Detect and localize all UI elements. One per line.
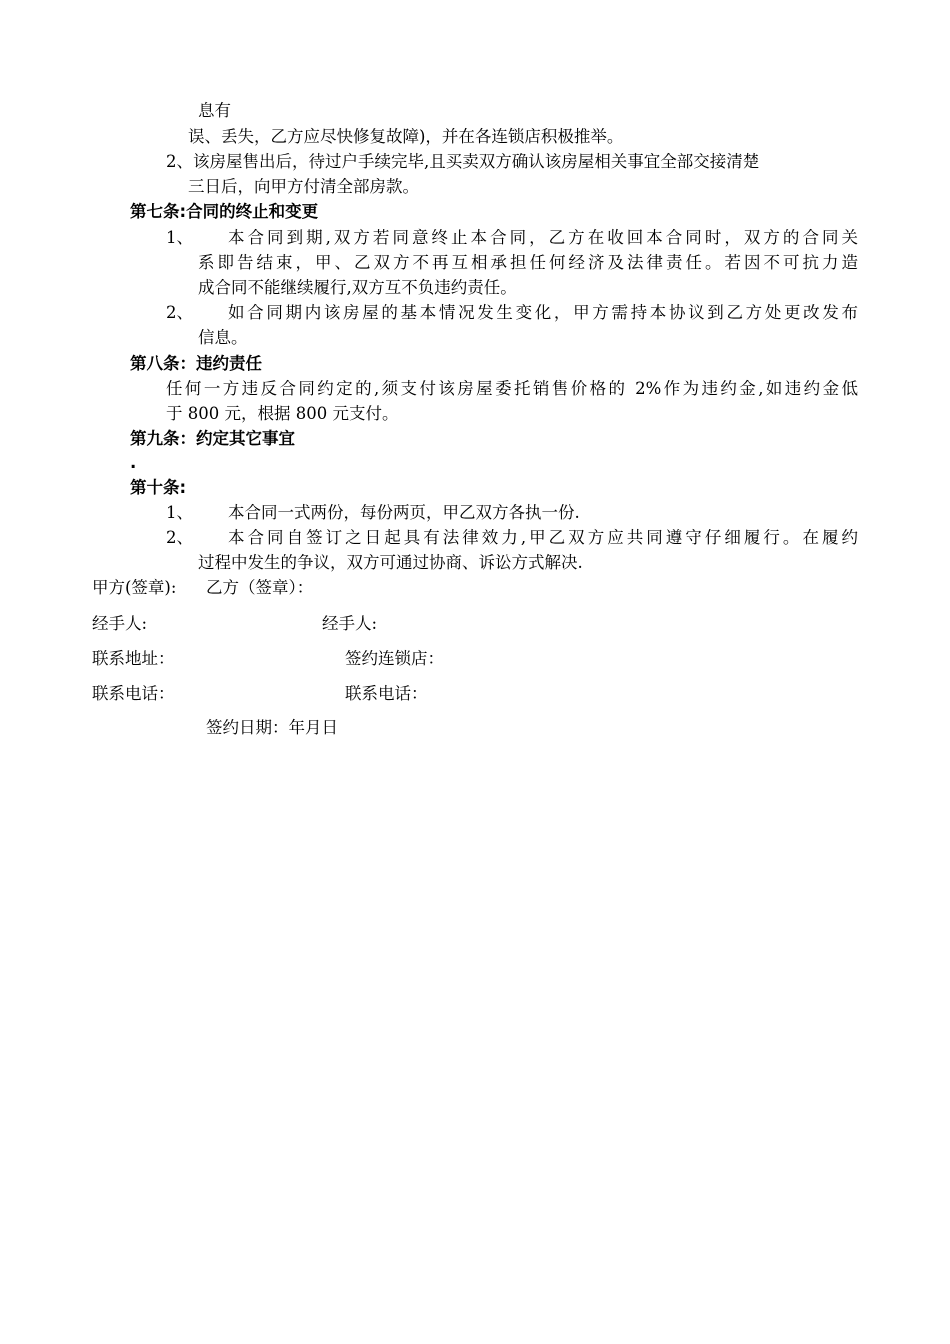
handler-a-label: 经手人: [92,614,148,633]
party-b-signature-label: 乙方（签章）： [206,578,314,597]
article-8-heading: 第八条：违约责任 [130,354,262,373]
text-line: 误、丢失，乙方应尽快修复故障)，并在各连锁店积极推举。 [188,127,624,146]
text-line: 过程中发生的争议，双方可通过协商、诉讼方式解决. [198,553,583,572]
list-number: 1、 [166,228,193,247]
handler-b-label: 经手人: [322,614,378,633]
chain-store-b-label: 签约连锁店： [345,649,444,668]
list-number: 2、 [166,303,193,322]
text-line: 信息。 [198,328,248,347]
text-line: 任何一方违反合同约定的,须支付该房屋委托销售价格的 2%作为违约金,如违约金低 [166,379,858,398]
phone-a-label: 联系电话： [92,684,175,703]
article-7-heading: 第七条:合同的终止和变更 [130,202,319,221]
text-line: 三日后，向甲方付清全部房款。 [188,177,419,196]
text-line: 2、该房屋售出后，待过户手续完毕,且买卖双方确认该房屋相关事宜全部交接清楚 [166,152,760,171]
list-number: 2、 [166,528,193,547]
text-line: 系即告结束，甲、乙双方不再互相承担任何经济及法律责任。若因不可抗力造 [198,253,858,272]
party-a-signature-label: 甲方(签章): [92,578,177,597]
signing-date-label: 签约日期：年月日 [206,718,338,737]
phone-b-label: 联系电话： [345,684,428,703]
text-line: 于 800 元，根据 800 元支付。 [166,404,399,423]
article-10-heading: 第十条: [130,478,187,497]
address-a-label: 联系地址： [92,649,175,668]
list-number: 1、 [166,503,193,522]
article-9-heading: 第九条：约定其它事宜 [130,429,295,448]
text-line: 如合同期内该房屋的基本情况发生变化，甲方需持本协议到乙方处更改发布 [228,303,858,322]
text-line: 成合同不能继续履行,双方互不负违约责任。 [198,278,517,297]
text-line: 本合同到期,双方若同意终止本合同，乙方在收回本合同时，双方的合同关 [228,228,858,247]
placeholder-dot: . [130,453,137,472]
text-line: 本合同自签订之日起具有法律效力,甲乙双方应共同遵守仔细履行。在履约 [228,528,858,547]
text-line: 本合同一式两份，每份两页，甲乙双方各执一份. [228,503,580,522]
text-line: 息有 [198,101,231,120]
